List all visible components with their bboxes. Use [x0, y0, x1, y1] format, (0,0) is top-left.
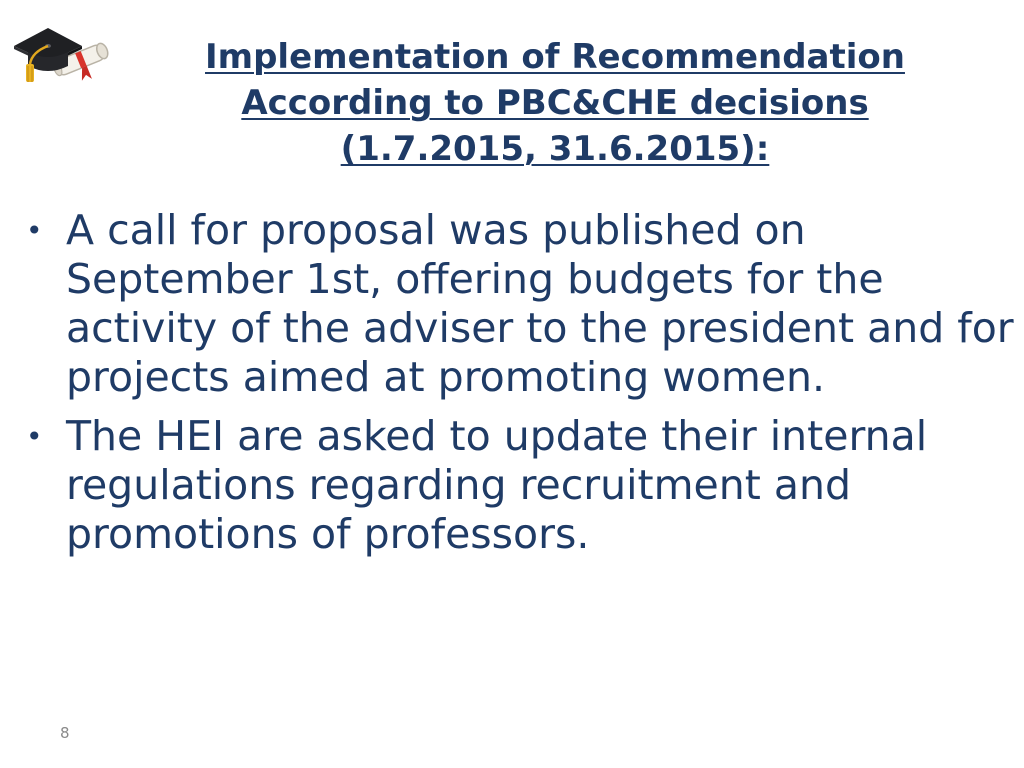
page-number: 8 [60, 724, 70, 742]
bullet-list [24, 206, 1014, 569]
title-line-1: Implementation of Recommendation [205, 37, 905, 77]
title-line-3: (1.7.2015, 31.6.2015): [340, 129, 770, 169]
slide-title [128, 34, 982, 172]
graduation-cap-diploma-icon [8, 18, 116, 90]
bullet-item-hei-regulations [24, 412, 1014, 559]
title-line-2: According to PBC&CHE decisions [241, 83, 869, 123]
bullet-item-call-for-proposal [24, 206, 1014, 402]
bullet-dot-icon: • [26, 214, 43, 247]
bullet-text: A call for proposal was published on September 1st, offering budgets for the activity of the adviser to the president and for projects aimed at promoting women. [66, 206, 1014, 401]
bullet-dot-icon: • [26, 420, 43, 453]
bullet-text: The HEI are asked to update their internal regulations regarding recruitment and promotions of professors. [66, 412, 928, 558]
